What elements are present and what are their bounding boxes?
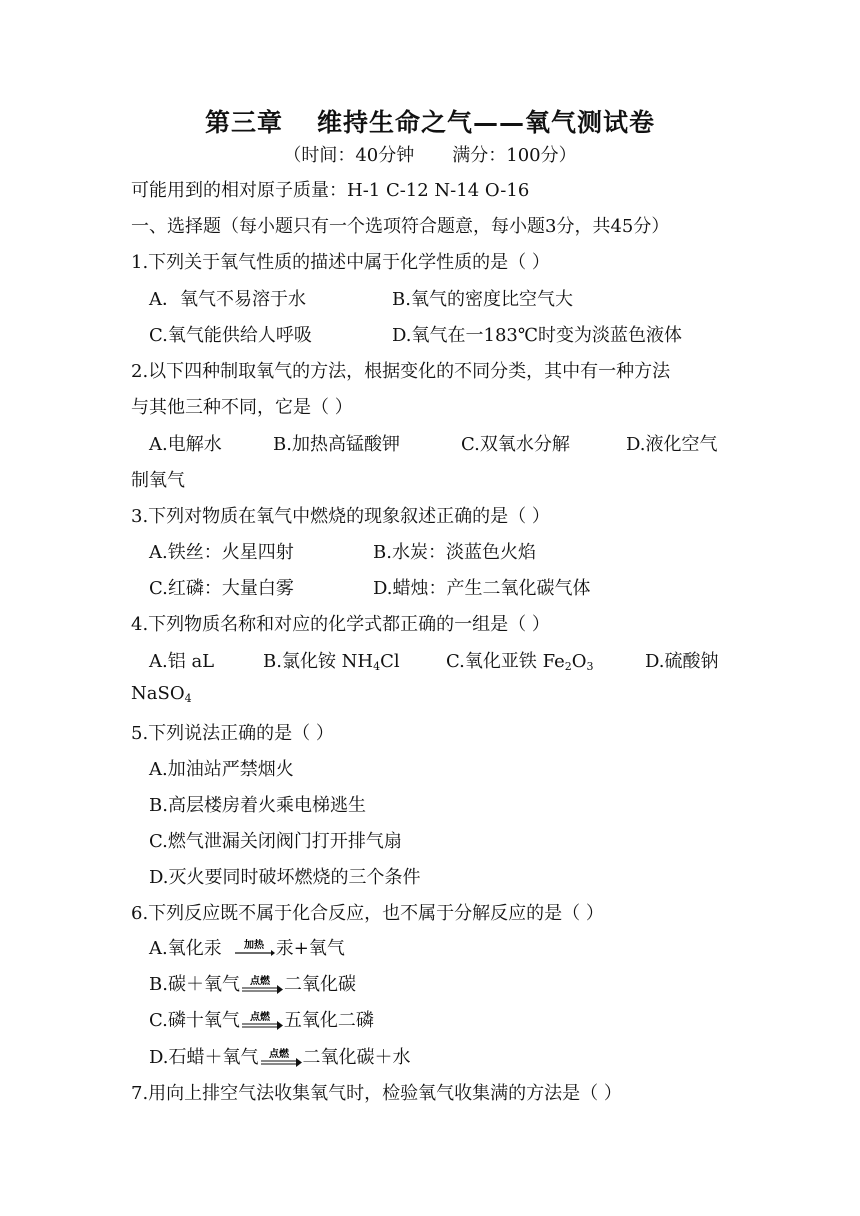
reaction-arrow-icon: [260, 1048, 302, 1068]
question-3-stem: 3.下列对物质在氧气中燃烧的现象叙述正确的是（ ）: [131, 506, 550, 527]
reactant-text: D.石蜡＋氧气: [149, 1047, 259, 1068]
reaction-condition: 点燃: [249, 1012, 270, 1023]
question-6-option-a: [149, 934, 345, 960]
question-3-option-c: C.红磷：大量白雾: [149, 578, 294, 599]
option-d-text: NaSO: [131, 683, 185, 704]
exam-info: [0, 141, 860, 167]
question-2-option-d-cont: 制氧气: [131, 470, 185, 491]
reaction-condition: 点燃: [249, 976, 270, 987]
reaction-condition: 加热: [243, 940, 264, 951]
subscript: 2: [564, 660, 572, 673]
question-5-option-d: D.灭火要同时破坏燃烧的三个条件: [149, 867, 421, 888]
question-6-option-b: [149, 970, 356, 996]
question-2-stem-line1: 2.以下四种制取氧气的方法，根据变化的不同分类，其中有一种方法: [131, 361, 671, 382]
option-b-text: Cl: [380, 651, 400, 672]
question-3-option-b: B.水炭：淡蓝色火焰: [373, 542, 536, 563]
exam-score: 满分：100分）: [452, 145, 577, 166]
question-6-stem: 6.下列反应既不属于化合反应，也不属于分解反应的是（ ）: [131, 903, 604, 924]
question-4-option-b: [263, 647, 400, 673]
question-1-option-b: B.氧气的密度比空气大: [392, 289, 573, 310]
question-6-option-d: [149, 1043, 411, 1069]
question-2-option-b: B.加热高锰酸钾: [273, 434, 400, 455]
reactant-text: C.磷十氧气: [149, 1010, 240, 1031]
reaction-condition: 点燃: [268, 1049, 289, 1060]
question-4-option-d-cont: [131, 683, 192, 705]
chapter-title: 维持生命之气——氧气测试卷: [317, 108, 656, 137]
question-4-option-c: [446, 647, 594, 673]
page-title: [0, 103, 860, 139]
question-4-option-a: A.铝 aL: [149, 651, 215, 672]
subscript: 4: [373, 660, 381, 673]
exam-time: （时间：40分钟: [283, 145, 415, 166]
reactant-text: A.氧化汞: [149, 938, 222, 959]
question-1-option-a: A．氧气不易溶于水: [149, 289, 306, 310]
product-text: 二氧化碳: [283, 974, 356, 995]
question-5-option-b: B.高层楼房着火乘电梯逃生: [149, 795, 366, 816]
question-3-option-a: A.铁丝：火星四射: [149, 542, 294, 563]
product-text: 二氧化碳＋水: [302, 1047, 411, 1068]
option-b-text: B.氯化铵 NH: [263, 651, 374, 672]
atomic-mass-line: 可能用到的相对原子质量：H-1 C-12 N-14 O-16: [131, 180, 530, 201]
reaction-arrow-icon: [233, 939, 275, 959]
subscript: 4: [184, 692, 192, 705]
reactant-text: B.碳＋氧气: [149, 974, 240, 995]
question-2-stem-line2: 与其他三种不同，它是（ ）: [131, 397, 353, 418]
question-1-option-d: D.氧气在一183℃时变为淡蓝色液体: [392, 325, 683, 346]
question-2-option-a: A.电解水: [149, 434, 222, 455]
question-5-option-c: C.燃气泄漏关闭阀门打开排气扇: [149, 831, 402, 852]
question-4-option-d: D.硫酸钠: [645, 651, 719, 672]
question-5-stem: 5.下列说法正确的是（ ）: [131, 723, 334, 744]
subscript: 3: [586, 660, 594, 673]
question-6-option-c: [149, 1006, 374, 1032]
option-c-text: C.氧化亚铁 Fe: [446, 651, 565, 672]
question-1-stem: 1.下列关于氧气性质的描述中属于化学性质的是（ ）: [131, 252, 550, 273]
option-c-text: O: [571, 651, 587, 672]
product-text: 五氧化二磷: [283, 1010, 374, 1031]
question-7-stem: 7.用向上排空气法收集氧气时，检验氧气收集满的方法是（ ）: [131, 1083, 622, 1104]
question-1-option-c: C.氧气能供给人呼吸: [149, 325, 312, 346]
section-heading: 一、选择题（每小题只有一个选项符合题意，每小题3分，共45分）: [131, 216, 670, 237]
question-2-option-c: C.双氧水分解: [461, 434, 570, 455]
reaction-arrow-icon: [241, 975, 283, 995]
chapter-label: 第三章: [204, 108, 283, 137]
question-5-option-a: A.加油站严禁烟火: [149, 759, 294, 780]
reaction-arrow-icon: [241, 1011, 283, 1031]
question-4-stem: 4.下列物质名称和对应的化学式都正确的一组是（ ）: [131, 614, 550, 635]
question-3-option-d: D.蜡烛：产生二氧化碳气体: [373, 578, 591, 599]
question-2-option-d: D.液化空气: [626, 434, 718, 455]
product-text: 汞+氧气: [275, 938, 345, 959]
